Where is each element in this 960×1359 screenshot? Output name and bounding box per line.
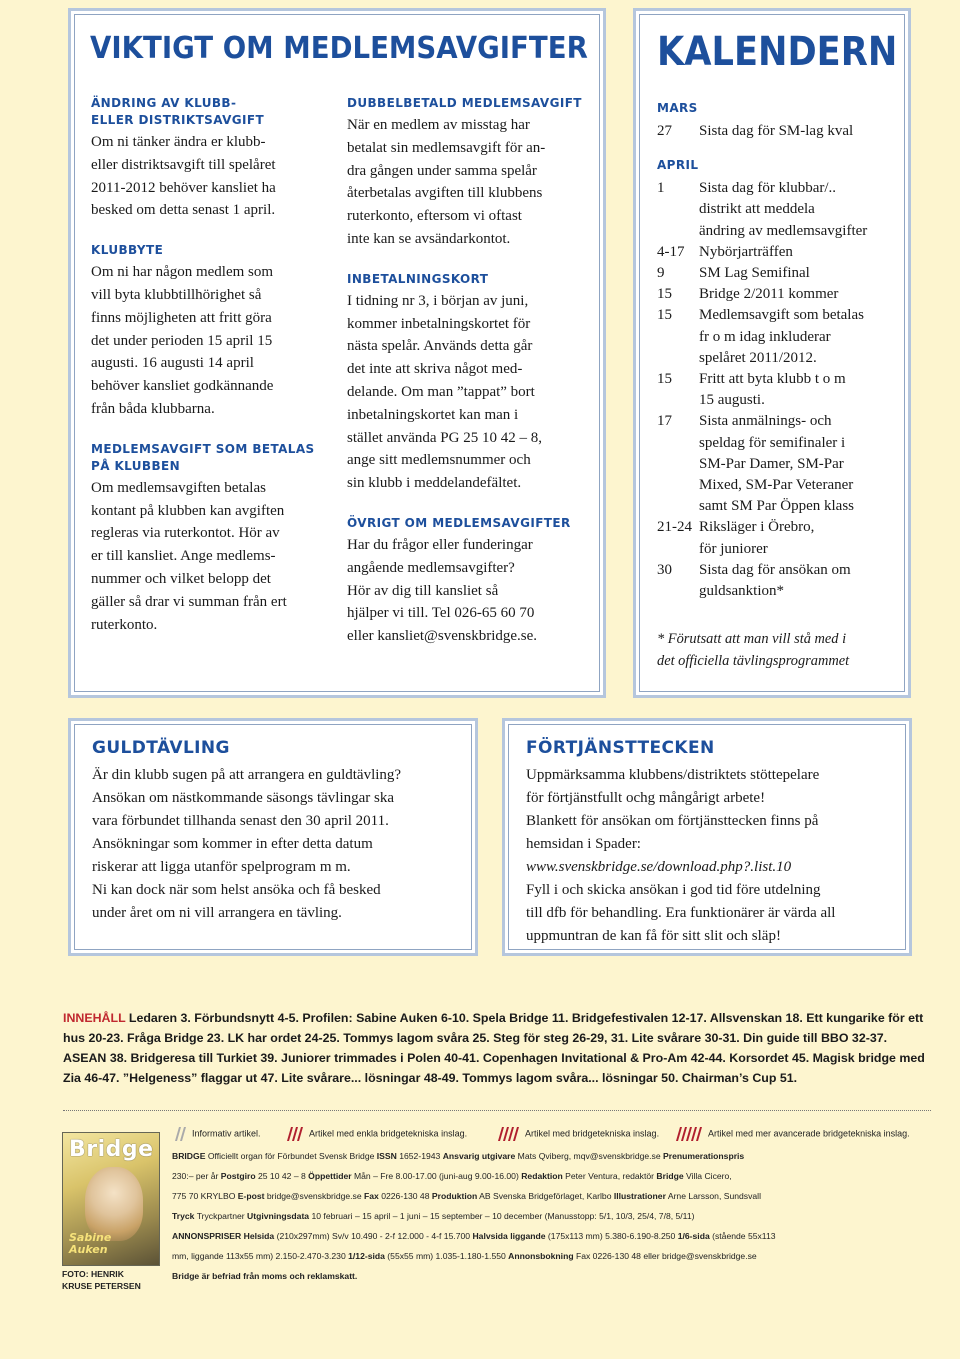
calendar-entry <box>657 560 897 602</box>
legend-label: Artikel med mer avancerade bridgetekniska inslag. <box>708 1128 910 1139</box>
calendar-entry <box>657 242 897 263</box>
cover-name-2: Auken <box>69 1243 108 1256</box>
calendar-month: APRIL <box>657 158 699 173</box>
section-line: 2011-2012 behöver kansliet ha <box>91 179 276 196</box>
legend-label: Artikel med bridgetekniska inslag. <box>525 1128 660 1139</box>
legend-item <box>673 1126 910 1142</box>
section-heading: DUBBELBETALD MEDLEMSAVGIFT <box>347 96 582 110</box>
section-line: gäller så drar vi summan från ert <box>91 593 287 610</box>
calendar-text: Bridge 2/2011 kommer <box>699 286 839 303</box>
photo-credit-line-1: FOTO: HENRIK <box>62 1269 124 1279</box>
imprint-text: 775 70 KRYLBO <box>172 1191 238 1201</box>
section-line: ange sitt medlemsnummer och <box>347 452 531 469</box>
section-line: det under perioden 15 april 15 <box>91 332 273 349</box>
section-line: I tidning nr 3, i början av juni, <box>347 292 529 309</box>
section-line: När en medlem av misstag har <box>347 117 530 133</box>
imprint-text: 230:– per år <box>172 1171 221 1181</box>
imprint-label: Produktion <box>431 1191 478 1201</box>
guld-line: riskerar att ligga utanför spelprogram m m. <box>92 859 351 875</box>
imprint-text: 10 februari – 15 april – 1 juni – 15 september – 10 december (Manusstopp: 5/1, 10/3, 25/4, 7/8, 5/11) <box>309 1211 695 1221</box>
section-line: delande. Om man ”tappat” bort <box>347 384 535 400</box>
guld-line: under året om ni vill arrangera en tävling. <box>92 905 342 921</box>
calendar-text: SM-Par Damer, SM-Par <box>699 455 844 472</box>
imprint-text: bridge@svenskbridge.se <box>264 1191 365 1201</box>
legend-label: Artikel med enkla bridgetekniska inslag. <box>309 1128 468 1139</box>
section-heading: ÖVRIGT OM MEDLEMSAVGIFTER <box>347 516 571 530</box>
legend-item <box>495 1126 659 1142</box>
calendar-entry <box>657 411 897 517</box>
section-line: kommer inbetalningskortet för <box>347 315 531 332</box>
imprint-text: (stående 55x113 <box>709 1231 776 1241</box>
imprint-text: Mats Qviberg, mqv@svenskbridge.se <box>515 1151 664 1161</box>
imprint-text: Villa Cicero, <box>683 1171 732 1181</box>
guld-line: Är din klubb sugen på att arrangera en guldtävling? <box>92 767 402 783</box>
calendar-text: SM Lag Semifinal <box>699 265 810 281</box>
difficulty-icon <box>673 1126 704 1142</box>
imprint-text: Fax 0226-130 48 eller bridge@svenskbridge.se <box>573 1251 757 1261</box>
calendar-date: 27 <box>657 123 672 139</box>
section-line: Om medlemsavgiften betalas <box>91 479 266 496</box>
calendar-date: 4-17 <box>657 243 685 260</box>
section-line: finns möjligheten att fritt göra <box>91 309 272 326</box>
fortjanst-line: uppmuntran de kan få för sitt slit och släp! <box>526 928 781 944</box>
imprint-label: Tryck <box>172 1211 195 1221</box>
calendar-text: Fritt att byta klubb t o m <box>699 371 846 387</box>
calendar-text: Sista anmälnings- och <box>699 413 832 430</box>
contents-text: Ledaren 3. Förbundsnytt 4-5. Profilen: Sabine Auken 6-10. Spela Bridge 11. Bridgefestivalen 12-17. Allsvenskan 18. Ett kungarike för ett hus 20-23. Fråga Bridge 23. LK har ordet 24-25. Tommys lagom svåra 25. Steg för steg 26-29, 31. Lite svårare 30-31. Din guide till BBO 32-37. ASEAN 38. Bridgeresa till Turkiet 39. Juniorer trimmades i Polen 40-41. Copenhagen Invitational & Pro-Am 42-44. Korsordet 45. Magisk bridge med Zia 46-47. ”Helgeness” flaggar ut 47. Lite svårare... lösningar 48-49. Tommys lagom svåra... lösningar 50. Chairman’s Cup 51. <box>63 1011 925 1085</box>
section-line: inbetalningskortet kan man i <box>347 406 519 423</box>
section-line: nästa spelår. Används detta går <box>347 338 533 355</box>
section-line: ruterkonto, eftersom vi oftast <box>347 208 522 225</box>
imprint-vat-note: Bridge är befriad från moms och reklamskatt. <box>172 1271 358 1281</box>
section-line: regleras via ruterkontot. Hör av <box>91 525 280 542</box>
section-line: eller kansliet@svenskbridge.se. <box>347 628 538 645</box>
imprint-label: Illustrationer <box>613 1191 666 1201</box>
fortjanst-line: Fyll i och skicka ansökan i god tid före utdelning <box>526 882 821 898</box>
fortjanst-line: för förtjänstfullt ochg mångårigt arbete! <box>526 790 766 806</box>
imprint-text: mm, liggande 113x55 mm) 2.150-2.470-3.230 <box>172 1251 349 1261</box>
calendar-entry <box>657 178 897 242</box>
membership-fees-title: VIKTIGT OM MEDLEMSAVGIFTER <box>90 31 588 66</box>
imprint-label: Bridge <box>656 1171 684 1181</box>
imprint-label: Fax <box>364 1191 379 1201</box>
imprint-line-7 <box>172 1270 928 1282</box>
calendar-text: Medlemsavgift som betalas <box>699 307 864 324</box>
guld-line: Ansökan om nästkommande säsongs tävlingar ska <box>92 790 395 806</box>
calendar-date: 15 <box>657 307 672 324</box>
calendar-note: det officiella tävlingsprogrammet <box>657 653 850 670</box>
table-of-contents <box>63 1008 933 1088</box>
imprint-line-2 <box>172 1170 928 1182</box>
imprint-text: 0226-130 48 <box>378 1191 432 1201</box>
fortjanst-line: Blankett för ansökan om förtjänsttecken finns på <box>526 813 819 829</box>
calendar-text: Nybörjarträffen <box>699 243 793 260</box>
section-line: dra gången under samma spelår <box>347 162 537 179</box>
legend-item <box>172 1126 261 1142</box>
cover-title: Bridge <box>69 1137 154 1162</box>
imprint-bridge: BRIDGE <box>172 1151 206 1161</box>
calendar-text: samt SM Par Öppen klass <box>699 498 854 515</box>
fortjanst-line: hemsidan i Spader: <box>526 836 641 852</box>
section-line: det inte att skriva något med- <box>347 361 523 378</box>
imprint-line-4 <box>172 1210 928 1222</box>
imprint-label: Annonsbokning <box>508 1251 574 1261</box>
section-line: stället använda PG 25 10 42 – 8, <box>347 429 542 446</box>
legend-item <box>284 1126 467 1142</box>
fortjanst-line: www.svenskbridge.se/download.php?.list.10 <box>526 859 792 875</box>
section-line: behöver kansliet godkännande <box>91 378 274 395</box>
fortjanst-title: FÖRTJÄNSTTECKEN <box>526 738 715 758</box>
calendar-text: ändring av medlemsavgifter <box>699 222 868 239</box>
imprint-label: Prenumerationspris <box>663 1151 745 1161</box>
section-line: vill byta klubbtillhörighet så <box>91 287 262 303</box>
imprint-text: 1652-1943 <box>396 1151 443 1161</box>
calendar-date: 1 <box>657 180 665 197</box>
calendar-date: 9 <box>657 265 665 281</box>
imprint-label: Postgiro <box>220 1171 256 1181</box>
photo-credit-line-2: KRUSE PETERSEN <box>62 1281 141 1291</box>
section-line: återbetalas avgiften till klubbens <box>347 185 543 202</box>
imprint-line-3 <box>172 1190 928 1202</box>
calendar-text: Sista dag för SM-lag kval <box>699 123 854 139</box>
calendar-date: 30 <box>657 561 672 578</box>
calendar-text: Riksläger i Örebro, <box>699 519 815 536</box>
calendar-title: KALENDERN <box>657 29 898 75</box>
calendar-text: distrikt att meddela <box>699 201 815 218</box>
cover-name-1: Sabine <box>69 1231 112 1244</box>
section-line: Hör av dig till kansliet så <box>347 582 499 599</box>
magazine-cover <box>62 1132 160 1266</box>
imprint-text: Tryckpartner <box>194 1211 248 1221</box>
calendar-date: 15 <box>657 286 672 303</box>
section-line: ruterkonto. <box>91 616 158 633</box>
calendar-note: * Förutsatt att man vill stå med i <box>657 631 847 648</box>
section-heading: ELLER DISTRIKTSAVGIFT <box>91 113 265 127</box>
section-line: Om ni tänker ändra er klubb- <box>91 134 266 150</box>
section-heading: INBETALNINGSKORT <box>347 271 489 286</box>
section-heading: MEDLEMSAVGIFT SOM BETALAS <box>91 441 315 456</box>
imprint-label: 1/6-sida <box>677 1231 710 1241</box>
calendar-text: Sista dag för ansökan om <box>699 561 851 578</box>
imprint-label: Ansvarig utgivare <box>442 1151 516 1161</box>
imprint-text: AB Svenska Bridgeförlaget, Karlbo <box>477 1191 614 1201</box>
calendar-month: MARS <box>657 101 698 115</box>
imprint-label: ANNONSPRISER <box>172 1231 242 1241</box>
imprint-text: Officiellt organ för Förbundet Svensk Bridge <box>205 1151 377 1161</box>
legend-label: Informativ artikel. <box>192 1128 261 1139</box>
section-line: augusti. 16 augusti 14 april <box>91 355 254 372</box>
fortjanst-line: till dfb för behandling. Era funktionärer är värda all <box>526 905 836 921</box>
calendar-entry <box>657 305 897 369</box>
imprint-label: Redaktion <box>521 1171 563 1181</box>
imprint-text: (175x113 mm) 5.380-6.190-8.250 <box>545 1231 678 1241</box>
guld-line: Ni kan dock när som helst ansöka och få besked <box>92 882 381 898</box>
calendar-text: Sista dag för klubbar/.. <box>699 180 837 197</box>
calendar-text: spelåret 2011/2012. <box>699 349 817 366</box>
calendar-date: 17 <box>657 413 672 430</box>
section-line: Om ni har någon medlem som <box>91 264 274 281</box>
section-heading: PÅ KLUBBEN <box>91 458 181 473</box>
imprint-text: Arne Larsson, Sundsvall <box>665 1191 761 1201</box>
guld-line: vara förbundet tillhanda senast den 30 april 2011. <box>92 813 389 829</box>
contents-label: INNEHÅLL <box>63 1011 126 1025</box>
imprint-line-1 <box>172 1150 928 1162</box>
section-line: hjälper vi till. Tel 026-65 60 70 <box>347 605 535 622</box>
imprint-label: 1/12-sida <box>348 1251 385 1261</box>
calendar-text: för juniorer <box>699 540 768 557</box>
guld-line: Ansökningar som kommer in efter detta datum <box>92 836 373 852</box>
imprint-text: Mån – Fre 8.00-17.00 (juni-aug 9.00-16.00) <box>351 1171 522 1181</box>
section-line: sin klubb i meddelandefältet. <box>347 475 522 492</box>
difficulty-icon <box>495 1126 521 1142</box>
imprint-text: (210x297mm) Sv/v 10.490 - 2-f 12.000 - 4-f 15.700 <box>274 1231 473 1241</box>
cover-portrait <box>85 1167 143 1241</box>
calendar-date: 21-24 <box>657 519 692 536</box>
calendar-text: guldsanktion* <box>699 582 784 599</box>
section-line: Har du frågor eller funderingar <box>347 537 533 553</box>
section-line: er till kansliet. Ange medlems- <box>91 548 276 565</box>
section-line: besked om detta senast 1 april. <box>91 202 276 219</box>
calendar-entry <box>657 263 897 284</box>
imprint-label: Utgivningsdata <box>247 1211 310 1221</box>
imprint-text: (55x55 mm) 1.035-1.180-1.550 <box>384 1251 509 1261</box>
section-line: inte kan se avsändarkontot. <box>347 231 511 247</box>
calendar-text: fr o m idag inkluderar <box>699 328 831 345</box>
divider <box>63 1110 931 1111</box>
imprint-text: 25 10 42 – 8 <box>255 1171 309 1181</box>
guld-title: GULDTÄVLING <box>92 738 230 758</box>
section-line: eller distriktsavgift till spelåret <box>91 156 276 173</box>
calendar-date: 15 <box>657 371 672 387</box>
calendar-text: speldag för semifinaler i <box>699 434 846 451</box>
section-line: nummer och vilket belopp det <box>91 571 271 587</box>
photo-credit <box>62 1268 141 1292</box>
section-line: betalat sin medlemsavgift för an- <box>347 139 546 156</box>
difficulty-icon <box>284 1126 305 1142</box>
calendar-entry <box>657 369 897 411</box>
section-line: från båda klubbarna. <box>91 401 215 417</box>
imprint-text: Peter Ventura, redaktör <box>562 1171 657 1181</box>
imprint-line-6 <box>172 1250 928 1262</box>
section-line: angående medlemsavgifter? <box>347 559 515 576</box>
difficulty-icon <box>172 1126 188 1142</box>
fortjanst-line: Uppmärksamma klubbens/distriktets stöttepelare <box>526 767 820 783</box>
calendar-text: 15 augusti. <box>699 392 765 409</box>
section-line: kontant på klubben kan avgiften <box>91 502 285 519</box>
imprint-label: ISSN <box>376 1151 397 1161</box>
calendar-entry <box>657 284 897 305</box>
imprint-line-5 <box>172 1230 928 1242</box>
calendar-entry <box>657 517 897 559</box>
calendar-text: Mixed, SM-Par Veteraner <box>699 476 854 493</box>
imprint-label: Helsida <box>243 1231 275 1241</box>
imprint-label: Öppettider <box>308 1171 352 1181</box>
section-heading: KLUBBYTE <box>91 243 164 258</box>
calendar-entry <box>657 121 897 142</box>
imprint-label: Halvsida liggande <box>472 1231 546 1241</box>
section-heading: ÄNDRING AV KLUBB- <box>91 96 237 110</box>
imprint-label: E-post <box>237 1191 265 1201</box>
